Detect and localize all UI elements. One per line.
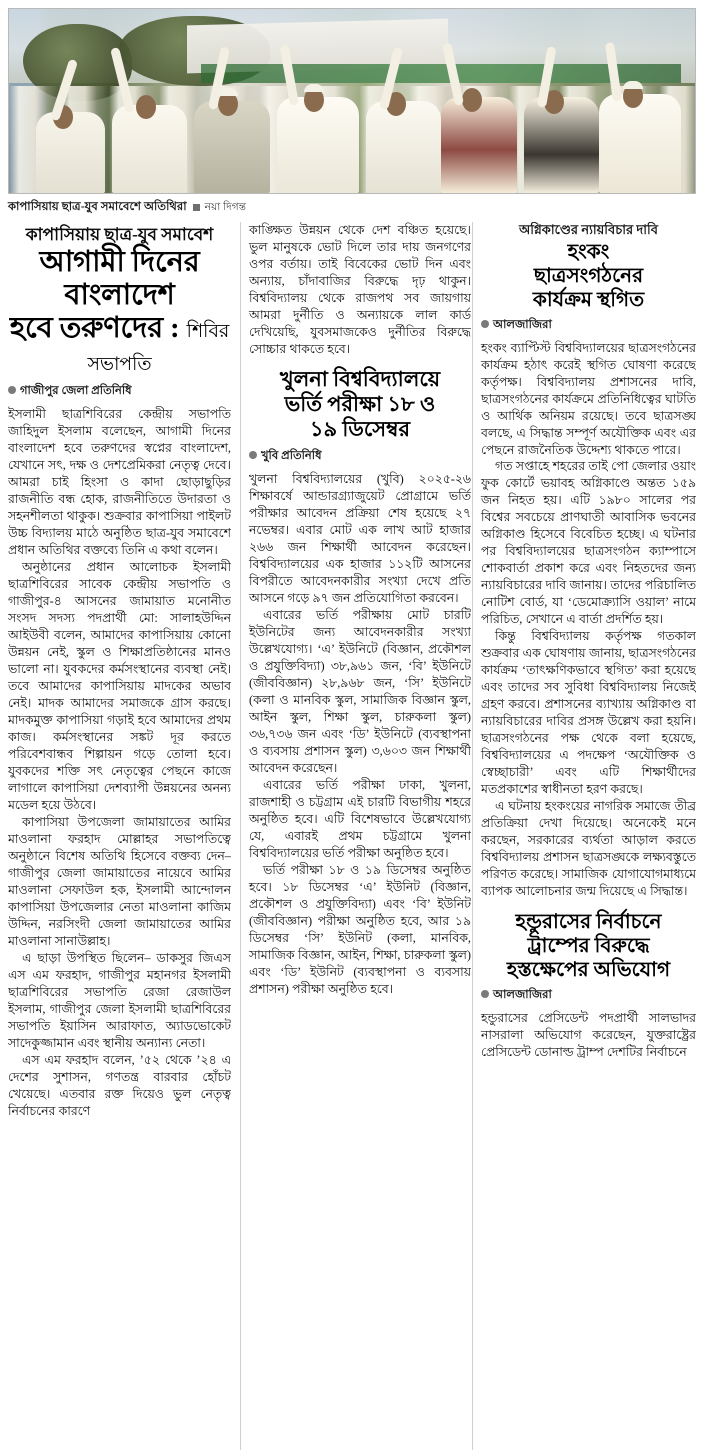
article1-byline-text: গাজীপুর জেলা প্রতিনিধি — [20, 385, 132, 398]
article1-continuation: কাঙ্ক্ষিত উন্নয়ন থেকে দেশ বঞ্চিত হয়েছে। ভুল মানুষকে ভোট দিলে তার দায় জনগণের ওপর বর্তায়। তাই বিবেকের ভোট দিন এবং অন্যায়, চাঁদাবাজির বিরুদ্ধে দৃঢ় থাকুন। বিশ্ববিদ্যালয় থেকে রাজপথ সব জায়গায় আমরা দুর্নীতি ও অন্যায়কে লাল কার্ড দেখিয়েছি, যুবসমাজকেও দুর্নীতির বিরুদ্ধে সোচ্চার থাকতে হবে। — [249, 223, 471, 356]
article1-headline-attribution: শিবির সভাপতি — [87, 321, 230, 376]
photo-caption-text: কাপাসিয়ায় ছাত্র-যুব সমাবেশে অতিথিরা — [8, 201, 187, 213]
article4-headline-line1: হন্ডুরাসের নির্বাচনে — [515, 911, 662, 934]
photo-caption — [8, 198, 696, 217]
article2-byline — [249, 447, 471, 466]
photo-credit: নয়া দিগন্ত — [204, 202, 247, 213]
bullet-dot-icon — [8, 386, 16, 394]
article2-byline-text: খুবি প্রতিনিধি — [261, 450, 322, 463]
photo-figure — [524, 97, 599, 193]
article1-paragraph: অনুষ্ঠানের প্রধান আলোচক ইসলামী ছাত্রশিবিরের সাবেক কেন্দ্রীয় সভাপতি ও গাজীপুর-৪ আসনের জামায়াত মনোনীত সংসদ সদস্য পদপ্রার্থী মো: সালাহউদ্দিন আইউবী বলেন, আমাদের কাপাসিয়ায় কোনো উন্নয়ন নেই, স্কুল ও শিক্ষাপ্রতিষ্ঠানের মানও ভালো না। যুবকদের কর্মসংস্থানের ব্যবস্থা নেই। তবে আমাদের কাপাসিয়ায় মাদকের অভাব নেই। মাদক আমাদের সমাজকে গ্রাস করছে। মাদকমুক্ত কাপাসিয়া গড়াই হবে আমাদের প্রথম কাজ। কর্মসংস্থানের সঙ্কট দূর করতে পরিবেশবান্ধব শিল্পায়ন গড়ে তোলা হবে। যুবকদের শক্তি সৎ নেতৃত্বের পেছনে কাজে লাগালে কাপাসিয়া দেশব্যাপী উন্নয়নের অনন্য মডেল হয়ে উঠবে। — [8, 560, 231, 813]
article1-headline-line2: হবে তরুণদের : — [9, 312, 180, 345]
article3-paragraph: এ ঘটনায় হংকংয়ের নাগরিক সমাজে তীব্র প্রতিক্রিয়া দেখা দিয়েছে। অনেকেই মনে করছেন, সরকারের ব্যর্থতা আড়াল করতে বিশ্ববিদ্যালয় প্রশাসন ছাত্রসঙ্ঘকে লক্ষ্যবস্তুতে পরিণত করেছে। সামাজিক যোগাযোগমাধ্যমে ব্যাপক আলোচনার জন্ম দিয়েছে এ সিদ্ধান্ত। — [481, 799, 696, 899]
bullet-dot-icon — [481, 320, 489, 328]
article1-paragraph: এ ছাড়া উপস্থিত ছিলেন– ডাকসুর জিএস এস এম ফরহাদ, গাজীপুর মহানগর ইসলামী ছাত্রশিবিরের সভাপতি রেজা রেজাউল ইসলাম, গাজীপুর জেলা ইসলামী ছাত্রশিবিরের সভাপতি ইয়াসিন আরাফাত, অ্যাডভোকেট সাদেকুজ্জামান এবং স্থানীয় অন্যান্য নেতা। — [8, 950, 231, 1050]
bullet-square-icon — [193, 204, 200, 211]
article1-headline-line1: আগামী দিনের বাংলাদেশ — [39, 246, 200, 312]
article3-headline-line3: কার্যক্রম স্থগিত — [532, 288, 645, 311]
article1-paragraph: কাপাসিয়া উপজেলা জামায়াতের আমির মাওলানা ফরহাদ মোল্লাহর সভাপতিত্বে অনুষ্ঠানে বিশেষ অতিথি হিসেবে বক্তব্য দেন– গাজীপুর জেলা জামায়াতের নায়েবে আমির মাওলানা সেফাউল হক, ইসলামী আন্দোলন কাপাসিয়া উপজেলার নেতা মাওলানা কাজিম উদ্দিন, নরসিংদী জেলা জামায়াতের আমির মাওলানা সানাউল্লাহ। — [8, 815, 231, 948]
article2-headline-line3: ১৯ ডিসেম্বর — [309, 417, 411, 442]
article1-kicker: কাপাসিয়ায় ছাত্র-যুব সমাবেশ — [25, 225, 214, 244]
article4-headline-line2: ট্রাম্পের বিরুদ্ধে — [527, 935, 650, 958]
photo-figure-cap — [304, 84, 324, 92]
article3-paragraph: কিন্তু বিশ্ববিদ্যালয় কর্তৃপক্ষ গতকাল শুক্রবার এক ঘোষণায় জানায়, ছাত্রসংগঠনের কার্যক্রম ‘তাৎক্ষণিকভাবে স্থগিত’ করা হয়েছে এবং তাদের সব সুবিধা বিশ্ববিদ্যালয় নিজেই গ্রহণ করবে। প্রশাসনের ব্যাখ্যায় অগ্নিকাণ্ড বা ন্যায়বিচারের দাবির প্রসঙ্গ উল্লেখ করা হয়নি। ছাত্রসংগঠনের পক্ষ থেকে বলা হয়েছে, বিশ্ববিদ্যালয়ের এ পদক্ষেপ ‘অযৌক্তিক ও স্বেচ্ছাচারী’ এবং এটি শিক্ষার্থীদের মতপ্রকাশের স্বাধীনতা হরণ করছে। — [481, 629, 696, 797]
article3-paragraph: হংকং ব্যাপ্টিস্ট বিশ্ববিদ্যালয়ের ছাত্রসংগঠনের কার্যক্রম হঠাৎ করেই স্থগিত ঘোষণা করেছে কর্তৃপক্ষ। বিশ্ববিদ্যালয় প্রশাসনের দাবি, ছাত্রসংগঠনের কার্যক্রমে প্রতিনিধিত্বের ঘাটতি ও আর্থিক অনিয়ম রয়েছে। তবে ছাত্রসঙ্ঘ বলছে, এ সিদ্ধান্ত সম্পূর্ণ অযৌক্তিক এবং এর পেছনে রাজনৈতিক উদ্দেশ্য থাকতে পারে। — [481, 340, 696, 457]
article-columns — [8, 222, 696, 1450]
photo-figure — [441, 97, 516, 193]
column-three — [472, 222, 696, 1450]
article2-paragraph: ভর্তি পরীক্ষা ১৮ ও ১৯ ডিসেম্বর অনুষ্ঠিত হবে। ১৮ ডিসেম্বর ‘এ’ ইউনিট (বিজ্ঞান, প্রকৌশল ও প্রযুক্তিবিদ্যা) এবং ‘বি’ ইউনিট (জীববিজ্ঞান) পরীক্ষা অনুষ্ঠিত হবে, আর ১৯ ডিসেম্বর ‘সি’ ইউনিট (কলা, মানবিক, সামাজিক বিজ্ঞান, আইন, শিক্ষা, চারুকলা স্কুল) এবং ‘ডি’ ইউনিট (ব্যবস্থাপনা ও ব্যবসায় প্রশাসন) পরীক্ষা অনুষ্ঠিত হবে। — [249, 863, 471, 996]
article4-byline-text: আলজাজিরা — [493, 989, 552, 1002]
photo-figure-head — [462, 88, 482, 112]
article2-paragraph: খুলনা বিশ্ববিদ্যালয়ের (খুবি) ২০২৫-২৬ শিক্ষাবর্ষে আন্ডারগ্র্যাজুয়েট প্রোগ্রামে ভর্তি পরীক্ষার আবেদন প্রক্রিয়া শেষ হয়েছে ২৭ নভেম্বর। এবার মোট এক লাখ আট হাজার ২৬৬ জন শিক্ষার্থী আবেদন করেছেন। বিশ্ববিদ্যালয়ের এক হাজার ১১২টি আসনের বিপরীতে আবেদনকারীর সংখ্যা দেখে প্রতি আসনে গড়ে ৯৭ জন প্রতিযোগিতা করবেন। — [249, 472, 471, 606]
article2-paragraph: এবারের ভর্তি পরীক্ষা ঢাকা, খুলনা, রাজশাহী ও চট্টগ্রাম এই চারটি বিভাগীয় শহরে অনুষ্ঠিত হবে। এটি বিশেষভাবে উল্লেখযোগ্য যে, এবারই প্রথম চট্টগ্রামে খুলনা বিশ্ববিদ্যালয়ের ভর্তি পরীক্ষা অনুষ্ঠিত হবে। — [249, 778, 471, 861]
article4-byline — [481, 986, 696, 1005]
article1-headline — [8, 246, 231, 378]
article1-byline — [8, 382, 231, 401]
article3-byline — [481, 316, 696, 335]
bullet-dot-icon — [249, 451, 257, 459]
column-two — [240, 222, 471, 1450]
article3-paragraph: গত সপ্তাহে শহরের তাই পো জেলার ওয়াং ফুক কোর্টে ভয়াবহ অগ্নিকাণ্ডে অন্তত ১৫৯ জন নিহত হয়। এটি ১৯৮০ সালের পর বিশ্বের সবচেয়ে প্রাণঘাতী আবাসিক ভবনের অগ্নিকাণ্ড হিসেবে বিবেচিত হচ্ছে। এ ঘটনার পর বিশ্ববিদ্যালয়ের ছাত্রসংগঠন ক্যাম্পাসে শোকবার্তা প্রকাশ করে এবং নিহতদের জন্য ন্যায়বিচারের দাবি জানায়। তাদের পরিচালিত নোটিশ বোর্ড, যা ‘ডেমোক্র্যাসি ওয়াল’ নামে পরিচিত, সেখানে এ বার্তা প্রদর্শিত হয়। — [481, 459, 696, 627]
article3-headline — [481, 240, 696, 312]
photo-figure-cap — [623, 81, 643, 89]
column-one — [8, 222, 231, 1450]
article4-paragraph: হন্ডুরাসের প্রেসিডেন্ট পদপ্রার্থী সালভাদর নাসরালা অভিযোগ করেছেন, যুক্তরাষ্ট্রের প্রেসিডেন্ট ডোনাল্ড ট্রাম্প দেশটির নির্বাচনে — [481, 1011, 696, 1060]
lead-photo — [8, 8, 696, 194]
photo-figure — [599, 94, 681, 193]
article3-kicker: অগ্নিকাণ্ডের ন্যায়বিচার দাবি — [519, 222, 658, 237]
article3-headline-line1: হংকং — [567, 240, 610, 263]
bullet-dot-icon — [481, 990, 489, 998]
article2-headline-line1: খুলনা বিশ্ববিদ্যালয়ে — [279, 366, 441, 391]
article4-headline-line3: হস্তক্ষেপের অভিযোগ — [506, 959, 671, 982]
article1-headline-line2-wrap — [8, 312, 231, 378]
article2-paragraph: এবারের ভর্তি পরীক্ষায় মোট চারটি ইউনিটের জন্য আবেদনকারীর সংখ্যা উল্লেখযোগ্য। ‘এ’ ইউনিটে (বিজ্ঞান, প্রকৌশল ও প্রযুক্তিবিদ্যা) ৩৮,৯৬১ জন, ‘বি’ ইউনিটে (জীববিজ্ঞান) ২৮,৯৬৮ জন, ‘সি’ ইউনিটে (কলা ও মানবিক স্কুল, সামাজিক বিজ্ঞান স্কুল, আইন স্কুল, শিক্ষা স্কুল, চারুকলা স্কুল) ৩৬,৭৩৬ জন এবং ‘ডি’ ইউনিটে (ব্যবস্থাপনা ও ব্যবসায় প্রশাসন স্কুল) ৩,৬০৩ জন শিক্ষার্থী আবেদন করেছেন। — [249, 608, 471, 776]
photo-figure — [366, 101, 441, 193]
photo-image — [9, 9, 695, 193]
photo-figure-cap — [218, 88, 238, 96]
article1-paragraph: ইসলামী ছাত্রশিবিরের কেন্দ্রীয় সভাপতি জাহিদুল ইসলাম বলেছেন, আগামী দিনের বাংলাদেশ হবে তরুণদের স্বপ্নের বাংলাদেশ, যেখানে সৎ, দক্ষ ও দেশপ্রেমিকরা নেতৃত্ব দেবে। আমরা চাই হিংসা ও কাদা ছোড়াছুড়ির রাজনীতি বন্ধ হোক, রাজনীতিতে উদারতা ও সহনশীলতা থাকুক। শুক্রবার কাপাসিয়া পাইলট উচ্চ বিদ্যালয় মাঠে অনুষ্ঠিত ছাত্র-যুব সমাবেশে প্রধান অতিথির বক্তব্যে তিনি এ কথা বলেন। — [8, 407, 231, 558]
article2-headline-line2: ভর্তি পরীক্ষা ১৮ ও — [284, 392, 436, 417]
article4-headline — [481, 910, 696, 982]
article1-paragraph: এস এম ফরহাদ বলেন, ’৫২ থেকে ’২৪ এ দেশের সুশাসন, গণতন্ত্র বারবার হোঁচট খেয়েছে। এতবার রক্ত দিয়েও ভুল নেতৃত্ব নির্বাচনের কারণে — [8, 1052, 231, 1118]
article3-byline-text: আলজাজিরা — [493, 318, 552, 331]
article2-headline — [249, 367, 471, 443]
photo-figure — [277, 97, 359, 193]
article3-headline-line2: ছাত্রসংগঠনের — [533, 264, 644, 287]
